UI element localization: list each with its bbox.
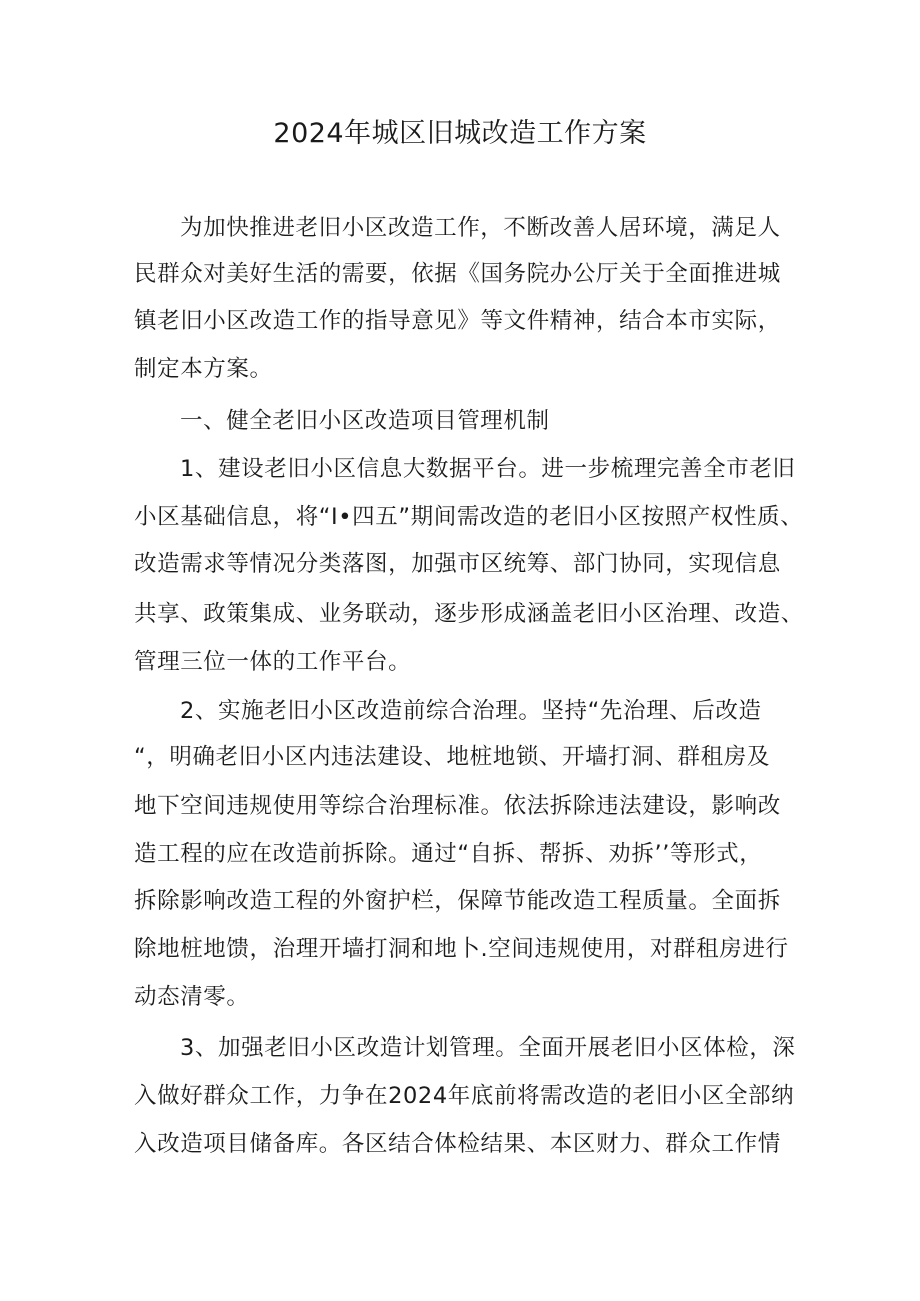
paragraph-line: 拆除影响改造工程的外窗护栏，保障节能改造工程质量。全面拆 [134, 888, 781, 914]
paragraph-line: 1、建设老旧小区信息大数据平台。进一步梳理完善全市老旧 [180, 456, 796, 482]
paragraph-line: 共享、政策集成、业务联动，逐步形成涵盖老旧小区治理、改造、 [134, 601, 804, 627]
paragraph-line: 入改造项目储备库。各区结合体检结果、本区财力、群众工作情 [134, 1131, 781, 1157]
paragraph-line: 动态清零。 [134, 984, 250, 1010]
paragraph-line: 除地桩地馈，治理开墙打洞和地卜.空间违规使用，对群租房进行 [134, 936, 789, 962]
paragraph-line: 小区基础信息，将“I•四五”期间需改造的老旧小区按照产权性质、 [134, 504, 804, 530]
paragraph-line: 民群众对美好生活的需要，依据《国务院办公厅关于全面推进城 [134, 261, 781, 287]
section-heading: 一、健全老旧小区改造项目管理机制 [180, 408, 550, 434]
paragraph-line: 入做好群众工作，力争在2024年底前将需改造的老旧小区全部纳 [134, 1083, 795, 1109]
paragraph-line: 镇老旧小区改造工作的指导意见》等文件精神，结合本市实际， [134, 308, 781, 334]
document-title: 2024年城区旧城改造工作方案 [273, 118, 647, 149]
paragraph-line: “，明确老旧小区内违法建设、地桩地锁、开墙打洞、群租房及 [134, 744, 770, 770]
paragraph-line: 地下空间违规使用等综合治理标准。依法拆除违法建设，影响改 [134, 793, 781, 819]
paragraph-line: 为加快推进老旧小区改造工作，不断改善人居环境，满足人 [180, 215, 781, 241]
paragraph-line: 管理三位一体的工作平台。 [134, 649, 412, 675]
paragraph-line: 改造需求等情况分类落图，加强市区统筹、部门协同，实现信息 [134, 551, 781, 577]
paragraph-line: 制定本方案。 [134, 356, 273, 382]
paragraph-line: 造工程的应在改造前拆除。通过“自拆、帮拆、劝拆’’等形式， [134, 841, 763, 867]
paragraph-line: 2、实施老旧小区改造前综合治理。坚持“先治理、后改造 [180, 698, 762, 724]
paragraph-line: 3、加强老旧小区改造计划管理。全面开展老旧小区体检，深 [180, 1035, 796, 1061]
